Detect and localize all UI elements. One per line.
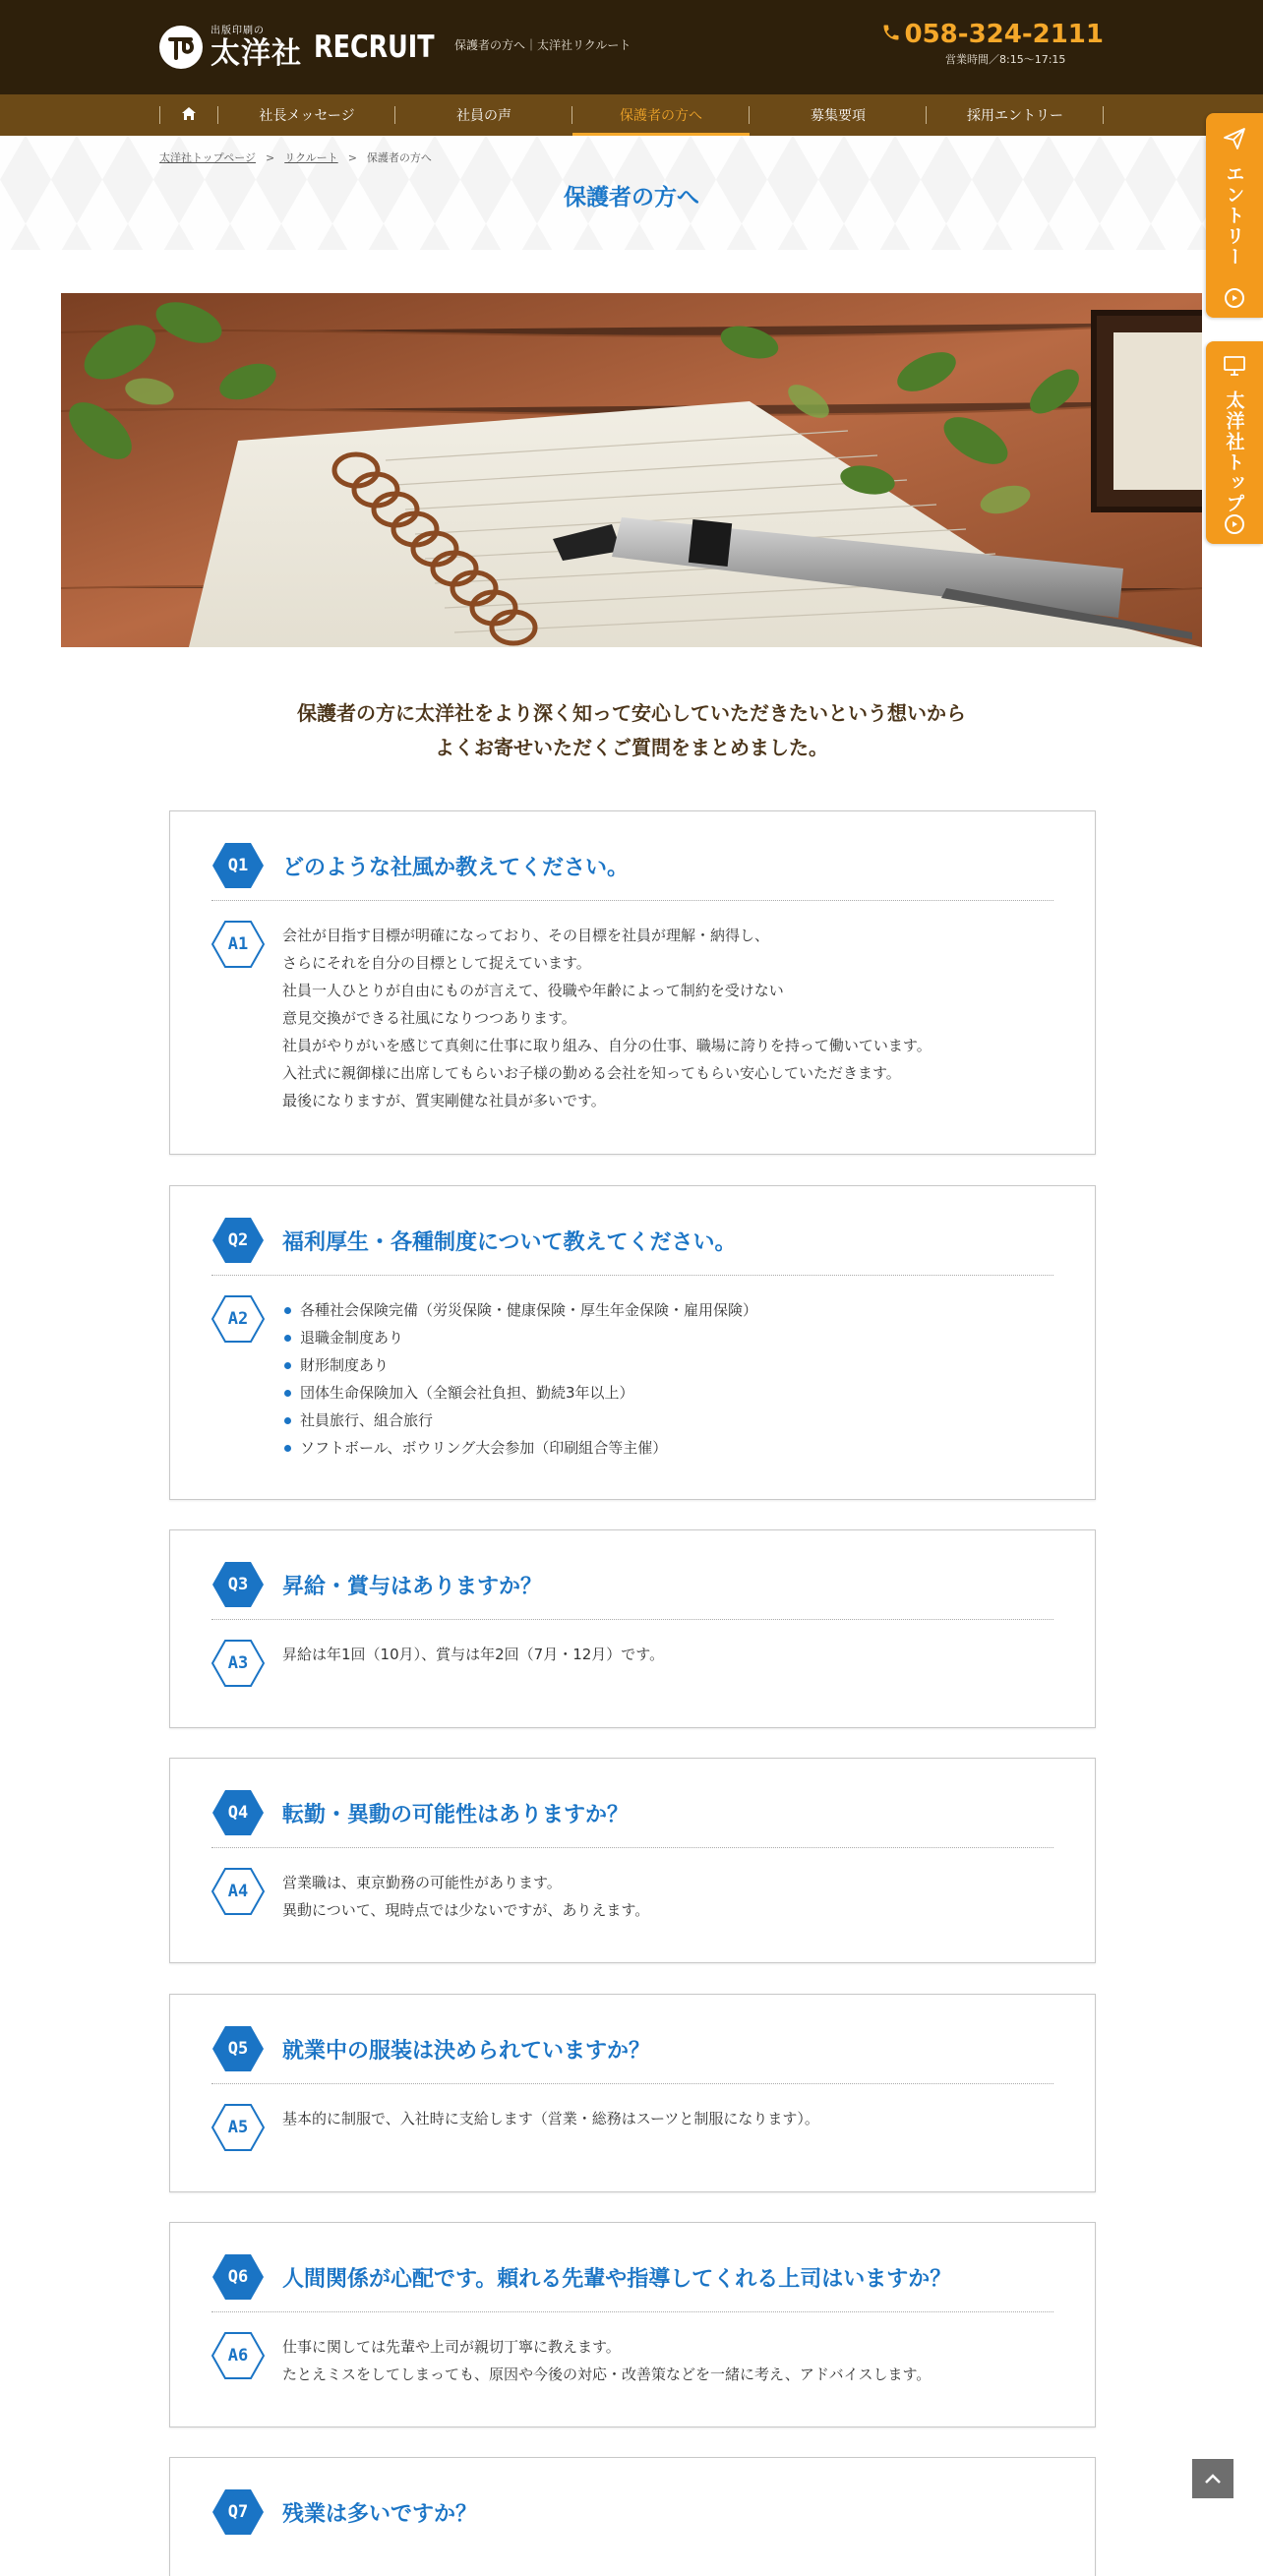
play-circle-icon [1225, 514, 1244, 534]
main-nav [0, 94, 1263, 136]
answer-hex-icon: A2 [211, 1294, 265, 1344]
phone-icon [881, 20, 901, 49]
nav-item-for-parents[interactable]: 保護者の方へ [572, 94, 750, 136]
site-logo[interactable] [159, 22, 461, 73]
breadcrumb-current: 保護者の方へ [366, 151, 432, 164]
faq-item [169, 1994, 1096, 2192]
breadcrumb-recruit-link[interactable]: リクルート [284, 151, 338, 164]
faq-item [169, 2457, 1096, 2576]
question-hex-icon: Q6 [211, 2252, 265, 2302]
divider [211, 1847, 1053, 1848]
chevron-up-icon [1204, 2470, 1222, 2488]
nav-item-staff-voices[interactable]: 社員の声 [395, 94, 572, 136]
breadcrumb-separator: > [347, 150, 357, 164]
benefits-list [282, 1296, 757, 1462]
phone-number[interactable]: 058-324-2111 [881, 20, 1105, 49]
site-header [0, 0, 1263, 94]
list-item: ソフトボール、ボウリング大会参加（印刷組合等主催） [282, 1434, 757, 1462]
home-icon [181, 106, 197, 125]
back-to-top-button[interactable] [1192, 2459, 1233, 2498]
faq-answer: 会社が目指す目標が明確になっており、その目標を社員が理解・納得し、 さらにそれを自分の目標として捉えています。 社員一人ひとりが自由にものが言えて、役職や年齢によって制約を受けない 意見交換ができる社風になりつつあります。 社員がやりがいを感じて真剣に仕事に取り組み、自分の仕事、職場に誇りを持って働いています。 入社式に親御様に出席してもらいお子様の勤める会社を知ってもらい安心していただきます。 最後になりますが、質実剛健な社員が多いです。 [282, 927, 932, 1109]
faq-item [169, 810, 1096, 1155]
logo-subtitle: 出版印刷の [210, 25, 265, 36]
answer-hex-icon: A4 [211, 1867, 265, 1916]
divider [211, 1619, 1053, 1620]
list-item: 財形制度あり [282, 1351, 757, 1379]
paper-plane-icon [1223, 127, 1246, 154]
side-entry-button[interactable] [1206, 113, 1263, 318]
faq-answer: 昇給は年1回（10月）、賞与は年2回（7月・12月）です。 [282, 1646, 665, 1663]
side-taiyosha-top-button[interactable] [1206, 341, 1263, 544]
page-title: 保護者の方へ [564, 185, 699, 210]
breadcrumb-separator: > [266, 150, 275, 164]
side-entry-label: エントリー [1223, 164, 1245, 268]
monitor-icon [1223, 355, 1246, 381]
question-hex-icon: Q2 [211, 1216, 265, 1265]
question-hex-icon: Q5 [211, 2024, 265, 2073]
faq-answer: 営業職は、東京勤務の可能性があります。 異動について、現時点では少ないですが、ありえます。 [282, 1874, 650, 1919]
faq-item [169, 1185, 1096, 1500]
question-hex-icon: Q7 [211, 2487, 265, 2537]
hero-image [61, 293, 1202, 647]
faq-question: どのような社風か教えてください。 [282, 855, 630, 880]
breadcrumb [159, 150, 432, 165]
side-top-label: 太洋社トップ [1223, 390, 1245, 514]
header-tagline: 保護者の方へ｜太洋社リクルート [454, 38, 632, 52]
faq-answer: 仕事に関しては先輩や上司が親切丁寧に教えます。 たとえミスをしてしまっても、原因や今後の対応・改善策などを一緒に考え、アドバイスします。 [282, 2338, 932, 2383]
answer-hex-icon: A5 [211, 2103, 265, 2152]
list-item: 団体生命保険加入（全額会社負担、勤続3年以上） [282, 1379, 757, 1407]
logo-mark-icon [159, 26, 203, 69]
list-item: 退職金制度あり [282, 1324, 757, 1351]
nav-home[interactable] [159, 94, 218, 136]
faq-question: 昇給・賞与はありますか？ [282, 1574, 543, 1599]
nav-item-president-message[interactable]: 社長メッセージ [218, 94, 395, 136]
faq-item [169, 1758, 1096, 1963]
breadcrumb-home-link[interactable]: 太洋社トップページ [159, 151, 257, 164]
title-band [0, 136, 1263, 250]
answer-hex-icon: A1 [211, 920, 265, 969]
faq-answer: 基本的に制服で、入社時に支給します（営業・総務はスーツと制服になります）。 [282, 2110, 819, 2127]
faq-question: 転勤・異動の可能性はありますか？ [282, 1802, 630, 1827]
logo-name: 太洋社 [210, 35, 302, 71]
intro-text: 保護者の方に太洋社をより深く知って安心していただきたいという想いから よくお寄せいただくご質問をまとめました。 [297, 701, 966, 759]
divider [211, 2083, 1053, 2084]
faq-question: 就業中の服装は決められていますか？ [282, 2038, 651, 2064]
list-item: 各種社会保険完備（労災保険・健康保険・厚生年金保険・雇用保険） [282, 1296, 757, 1324]
question-hex-icon: Q3 [211, 1560, 265, 1609]
faq-answer [282, 1296, 757, 1462]
play-circle-icon [1225, 288, 1244, 308]
faq-item [169, 2222, 1096, 2427]
question-hex-icon: Q1 [211, 841, 265, 890]
faq-item [169, 1529, 1096, 1728]
list-item: 社員旅行、組合旅行 [282, 1407, 757, 1434]
logo-recruit: RECRUIT [314, 30, 435, 65]
answer-hex-icon: A3 [211, 1639, 265, 1688]
nav-item-requirements[interactable]: 募集要項 [750, 94, 927, 136]
business-hours: 営業時間／8:15～17:15 [945, 53, 1066, 66]
answer-hex-icon: A6 [211, 2331, 265, 2380]
divider [211, 1275, 1053, 1276]
faq-question: 残業は多いですか？ [282, 2501, 478, 2527]
divider [211, 2311, 1053, 2312]
nav-item-entry[interactable]: 採用エントリー [927, 94, 1104, 136]
divider [211, 900, 1053, 901]
question-hex-icon: Q4 [211, 1788, 265, 1837]
faq-question: 人間関係が心配です。頼れる先輩や指導してくれる上司はいますか？ [282, 2266, 952, 2292]
faq-question: 福利厚生・各種制度について教えてください。 [282, 1229, 737, 1255]
